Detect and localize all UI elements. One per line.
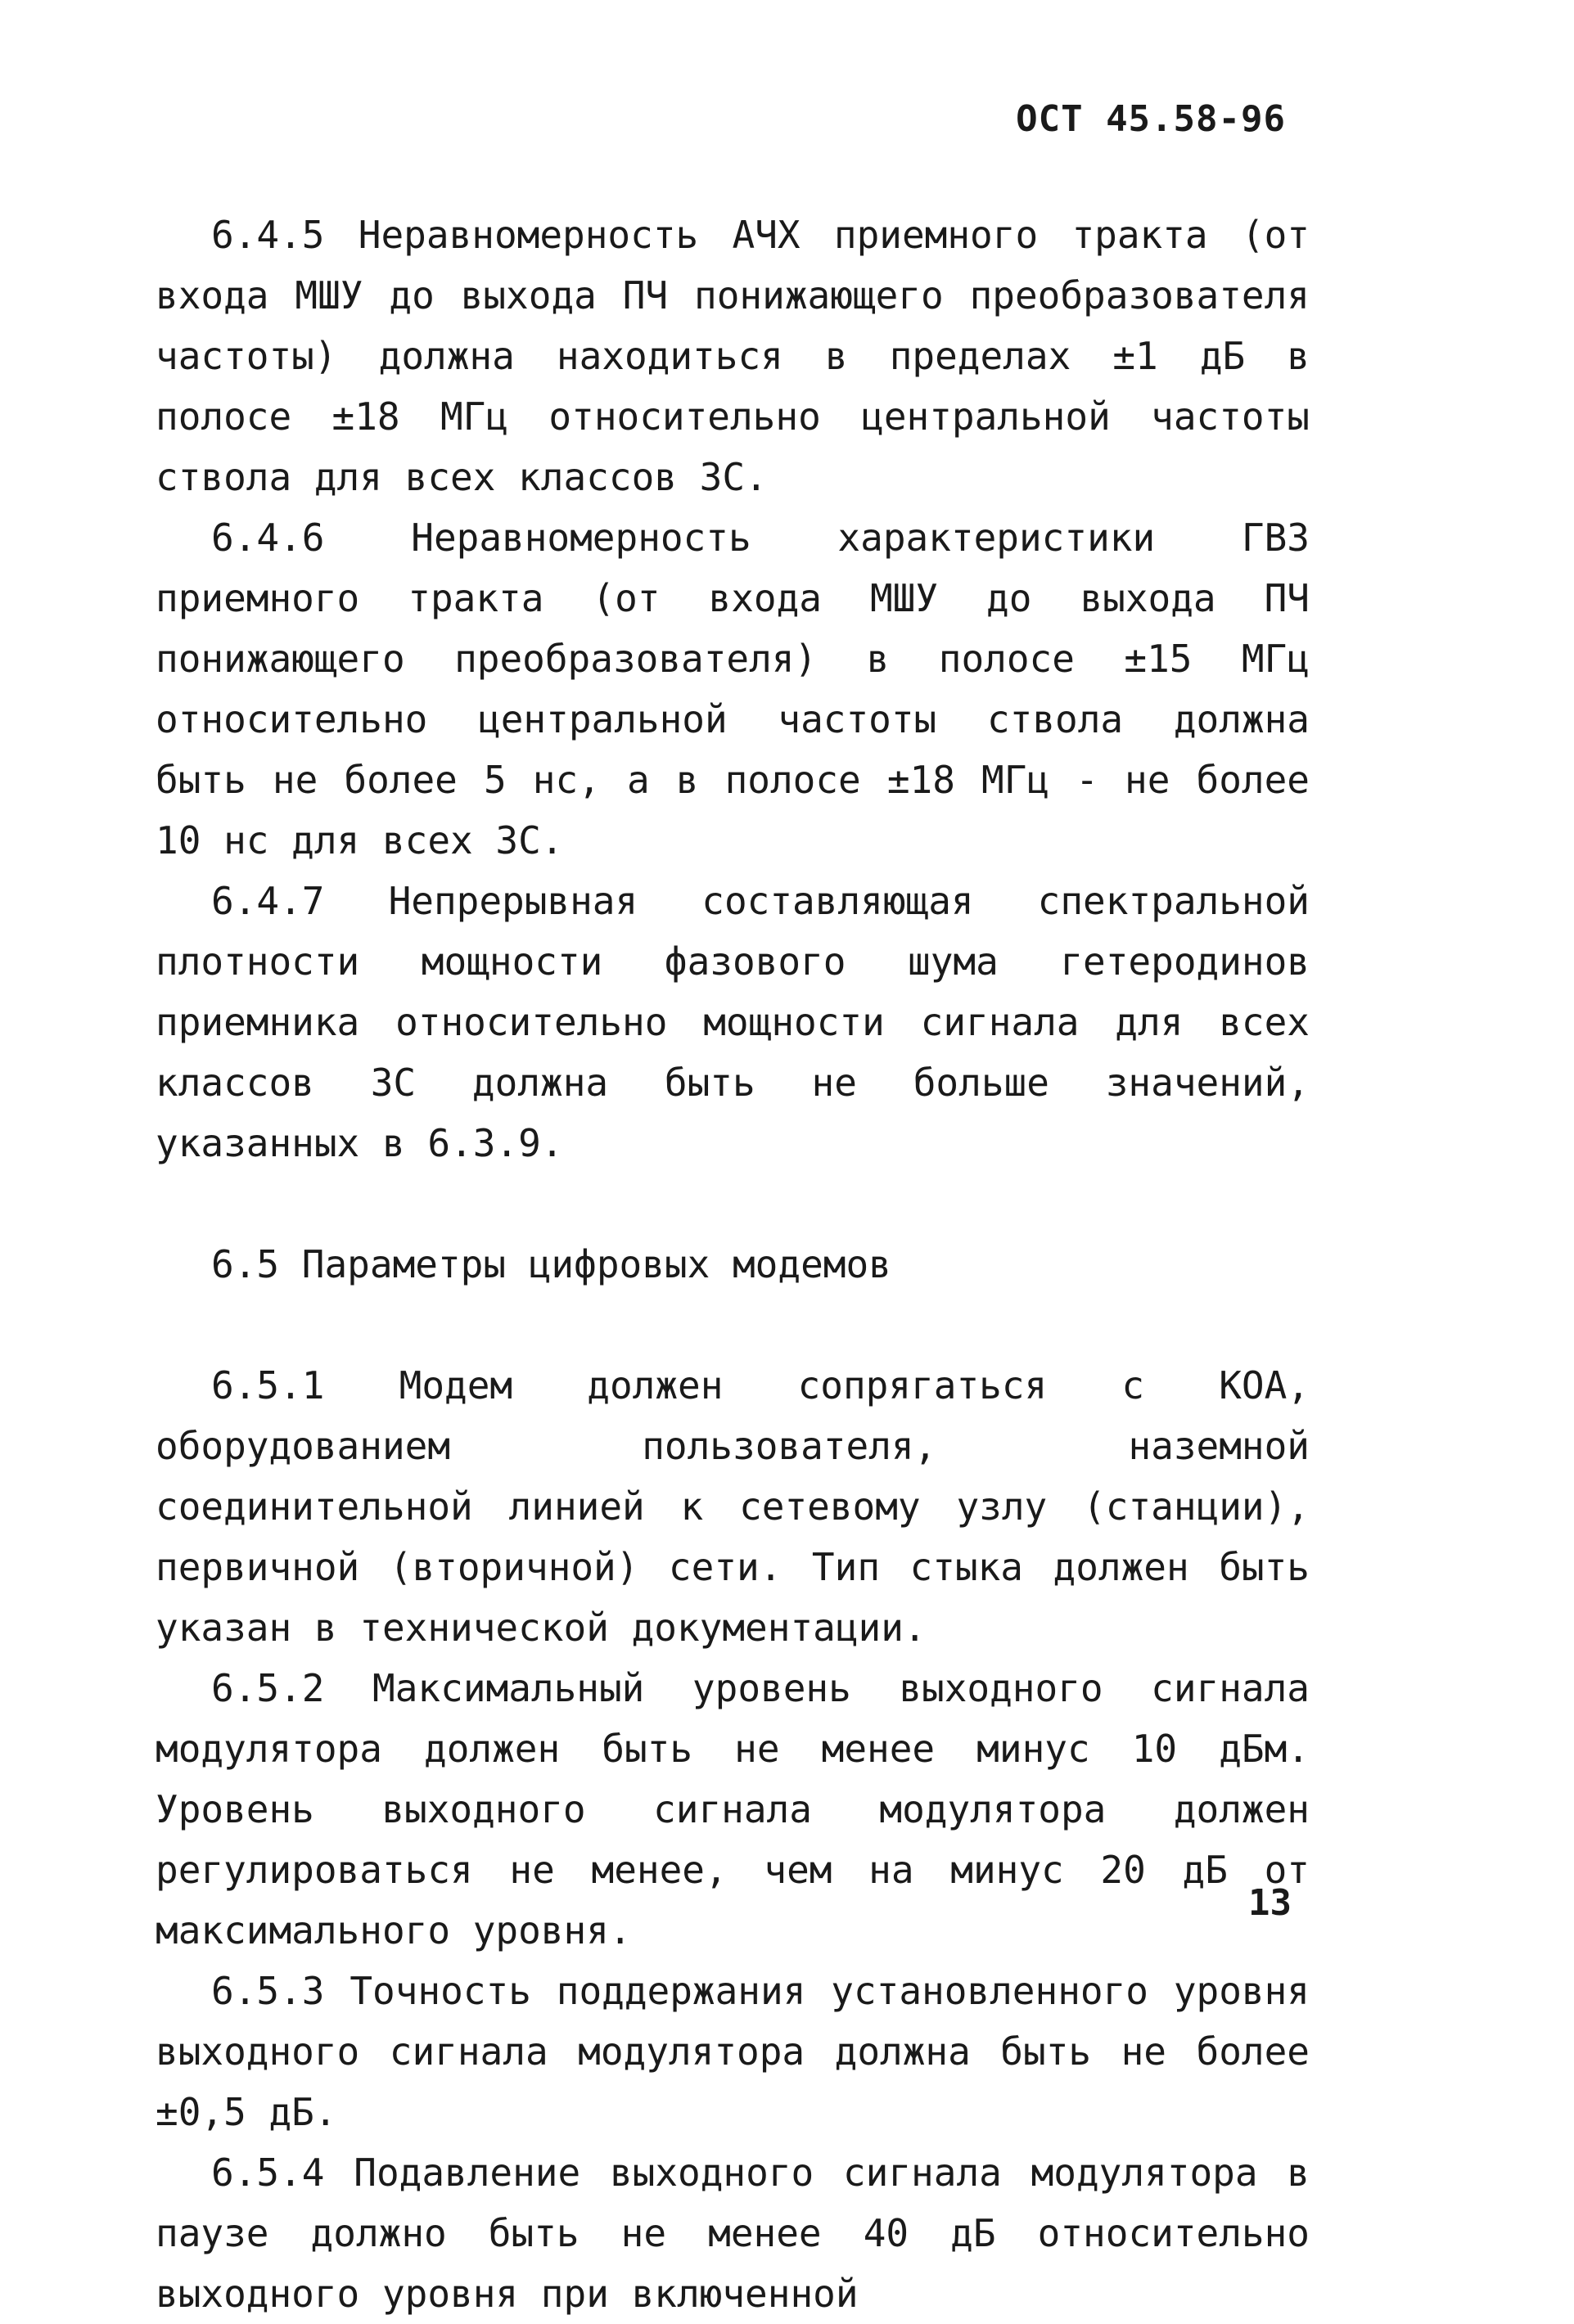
paragraph-text: Максимальный уровень выходного сигнала модулятора должен быть не менее минус 10 дБм. Уровень выходного сигнала модулятора должен регулироваться не менее, чем на минус 20 дБ от максимального уровня.: [156, 1666, 1310, 1952]
paragraph-number: 6.4.6: [211, 516, 325, 560]
paragraph-number: 6.5.2: [211, 1666, 325, 1710]
paragraph-text: Подавление выходного сигнала модулятора в паузе должно быть не менее 40 дБ относительно выходного уровня при включенной: [156, 2151, 1310, 2316]
section-number: 6.5: [211, 1242, 280, 1286]
spacer: [156, 1295, 1310, 1355]
paragraph-6-4-5: [156, 205, 1310, 507]
paragraph-6-5-4: [156, 2142, 1310, 2324]
paragraph-6-4-7: [156, 871, 1310, 1173]
paragraph-text: Неравномерность характеристики ГВЗ приемного тракта (от входа МШУ до выхода ПЧ понижающего преобразователя) в полосе ±15 МГц относительно центральной частоты ствола должна быть не более 5 нс, а в полосе ±18 МГц - не более 10 нс для всех ЗС.: [156, 516, 1310, 862]
paragraph-6-5-1: [156, 1355, 1310, 1658]
section-heading: [156, 1234, 1310, 1295]
paragraph-text: Модем должен сопрягаться с КОА, оборудованием пользователя, наземной соединительной линией к сетевому узлу (станции), первичной (вторичной) сети. Тип стыка должен быть указан в технической документации.: [156, 1363, 1310, 1650]
paragraph-6-4-6: [156, 507, 1310, 871]
spacer: [156, 1173, 1310, 1234]
paragraph-text: Неравномерность АЧХ приемного тракта (от входа МШУ до выхода ПЧ понижающего преобразователя частоты) должна находиться в пределах ±1 дБ в полосе ±18 МГц относительно центральной частоты ствола для всех классов ЗС.: [156, 213, 1310, 499]
page-number: 13: [1248, 1882, 1292, 1924]
paragraph-number: 6.5.3: [211, 1969, 325, 2013]
paragraph-number: 6.5.4: [211, 2151, 325, 2195]
paragraph-number: 6.5.1: [211, 1363, 325, 1407]
paragraph-6-5-2: [156, 1658, 1310, 1961]
paragraph-text: Непрерывная составляющая спектральной плотности мощности фазового шума гетеродинов приемника относительно мощности сигнала для всех классов ЗС должна быть не больше значений, указанных в 6.3.9.: [156, 879, 1310, 1165]
paragraph-number: 6.4.7: [211, 879, 325, 923]
paragraph-6-5-3: [156, 1961, 1310, 2142]
paragraph-text: Точность поддержания установленного уровня выходного сигнала модулятора должна быть не более ±0,5 дБ.: [156, 1969, 1310, 2134]
paragraph-number: 6.4.5: [211, 213, 325, 257]
document-code: ОСТ 45.58-96: [1016, 98, 1286, 140]
page-body: [156, 205, 1310, 2324]
section-title: Параметры цифровых модемов: [301, 1242, 891, 1286]
